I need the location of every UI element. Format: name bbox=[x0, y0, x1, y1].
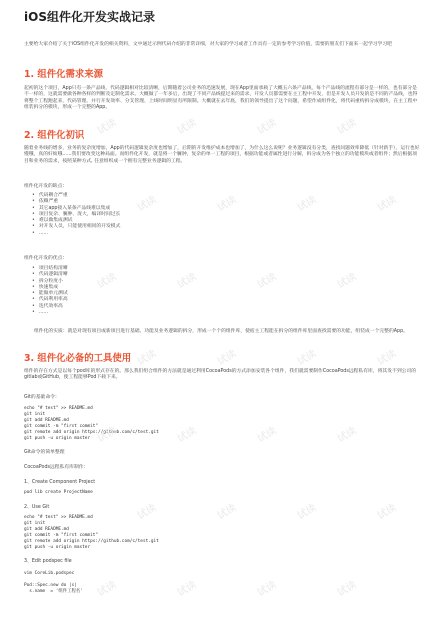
watermark: 试读 bbox=[175, 579, 199, 599]
list-item: • 难以做集成测试 bbox=[32, 218, 120, 224]
section-2-heading: 2. 组件化初识 bbox=[24, 130, 85, 141]
summary-paragraph: 组件化的实质：就是对现有项目或新项目进行基础、功能及业务逻辑的拆分，形成一个个的组件库，使宿主工程能在拆分的组件库里面查找需要的功能，组装成一个完整的App。 bbox=[34, 329, 408, 334]
section-1-paragraph: 起初的这个项目，App只有一条产品线，代码逻辑相对比较清晰，后期随着公司业务的迅速发展，现在App里面承载了大概五六条产品线，每个产品线的流程有部分是一样的，也有部分是不一样的，这就需要做各种各样的判断及定制化需求。大概做了一年多后，出现了不同产品线提过来的需求，开发人员都需要在主工程中开发，但是开发人员开发的是不同的产品线，也得将整个工程跑起来，代码管理、并行开发效率、分支管理、上线时间明显有所限制。大概就在去年底，我们的领导提出了这个问题，希望作成组件化，将代码重构拆分成模块，在主工程中组装拆分的模块，形成一个完整的App。 bbox=[24, 86, 418, 111]
list-item: • 能做单元测试 bbox=[32, 291, 68, 297]
step-1-label: 1、Create Component Project bbox=[24, 480, 96, 485]
git-basics-label: Git的基础命令： bbox=[24, 395, 60, 400]
step-2-code: echo "# test" >> README.md git init git add README.md git commit -m "first commit" git remote add origin https://github.com/c/test.git git push -u origin master bbox=[24, 515, 159, 550]
intro-paragraph: 主要给大家介绍了关于iOS组件化开发的相关资料，文中通过示例代码介绍的非常详细，对大家的学习或者工作具有一定的参考学习价值，需要的朋友们下面来一起学习学习吧 bbox=[24, 42, 392, 47]
list-item: • 依赖严重 bbox=[32, 199, 120, 205]
watermark: 试读 bbox=[175, 117, 199, 137]
watermark: 试读 bbox=[255, 117, 279, 137]
watermark: 试读 bbox=[215, 194, 239, 214]
good-points-label: 组件化开发的优点： bbox=[24, 256, 68, 261]
list-item: • 迭代效率高 bbox=[32, 304, 68, 310]
list-item: • 代码逻辑清晰 bbox=[32, 272, 68, 278]
watermark: 试读 bbox=[95, 579, 119, 599]
step-3-label: 3、Edit podspec file bbox=[24, 559, 72, 564]
watermark: 试读 bbox=[255, 271, 279, 291]
section-3-paragraph: 组件的存在方式是以每个pod库的形式存在的。那么我们组合组件的方法就是通过利用CocoaPods的方式添加安装各个组件，我们就需要制作CocoaPods远程私有库，将其发不到公司的gitlab或GitHub，使工程能够Pod下载下来。 bbox=[24, 369, 417, 381]
watermark: 试读 bbox=[215, 348, 239, 368]
section-3-heading: 3. 组件化必备的工具使用 bbox=[24, 353, 132, 364]
watermark: 试读 bbox=[95, 271, 119, 291]
watermark: 试读 bbox=[335, 425, 359, 445]
list-item: • 对开发人员，只能使用相同的开发模式 bbox=[32, 224, 120, 230]
step-2-label: 2、Use Git bbox=[24, 505, 50, 510]
watermark: 试读 bbox=[135, 502, 159, 522]
watermark: 试读 bbox=[175, 425, 199, 445]
good-points-list bbox=[32, 266, 68, 316]
watermark: 试读 bbox=[335, 117, 359, 137]
watermark: 试读 bbox=[135, 194, 159, 214]
watermark: 试读 bbox=[255, 579, 279, 599]
watermark: 试读 bbox=[335, 579, 359, 599]
watermark: 试读 bbox=[175, 271, 199, 291]
list-item: • 项目结构清晰 bbox=[32, 266, 68, 272]
watermark: 试读 bbox=[375, 194, 399, 214]
cocoapods-label: CocoaPods远程私有库制作： bbox=[24, 465, 89, 470]
watermark: 试读 bbox=[95, 117, 119, 137]
watermark: 试读 bbox=[295, 502, 319, 522]
bad-points-list bbox=[32, 193, 120, 237]
watermark: 试读 bbox=[215, 502, 239, 522]
bad-points-label: 组件化开发的缺点： bbox=[24, 184, 68, 189]
section-2-paragraph: 随着业务线的增多，业务的复杂度增加，App的代码逻辑复杂度也增加了，后期的开发维护成本也增加了，为什么这么说呢？业务逻辑没有分类，查找问题效率降低（针对新手），运行也好慢哦，真的好烦哦......我们要改变这种局面。而组件化开发，就是将一个臃肿，复杂的单一工程的项目，根据功能或者属性进行分解，拆分成为各个独立的功能模块或者组件；然后根据项目和业务的需求，按照某种方式, 任意组织成一个拥有完整业务逻辑的工程。 bbox=[24, 146, 420, 164]
step-3-code: vim CoreLib.podspec Pod::Spec.new do |s| s.name = '组件工程名' bbox=[24, 571, 83, 594]
watermark: 试读 bbox=[375, 502, 399, 522]
list-item: • 项目复杂、臃肿、庞大，编译时间过长 bbox=[32, 212, 120, 218]
list-item: • 其它app接入某条产品线难以集成 bbox=[32, 206, 120, 212]
watermark: 试读 bbox=[375, 348, 399, 368]
watermark: 试读 bbox=[295, 194, 319, 214]
watermark: 试读 bbox=[135, 348, 159, 368]
document-title: iOS组件化开发实战记录 bbox=[24, 10, 155, 24]
list-item: • ...... bbox=[32, 310, 68, 316]
watermark: 试读 bbox=[255, 425, 279, 445]
watermark: 试读 bbox=[295, 348, 319, 368]
git-summary-label: Git命令的简单整理 bbox=[24, 450, 65, 455]
list-item: • 拆分粒度小 bbox=[32, 279, 68, 285]
section-1-heading: 1. 组件化需求来源 bbox=[24, 69, 103, 80]
list-item: • 代码利用率高 bbox=[32, 297, 68, 303]
list-item: • ...... bbox=[32, 231, 120, 237]
watermark: 试读 bbox=[335, 271, 359, 291]
list-item: • 代码耦合严重 bbox=[32, 193, 120, 199]
step-1-code: pod lib create ProjectName bbox=[24, 490, 93, 495]
watermark: 试读 bbox=[95, 425, 119, 445]
list-item: • 快速集成 bbox=[32, 285, 68, 291]
git-code-block: echo "# test" >> README.md git init git add README.md git commit -m "first commit" git remote add origin https://github.com/c/test.git git push -u origin master bbox=[24, 406, 159, 441]
